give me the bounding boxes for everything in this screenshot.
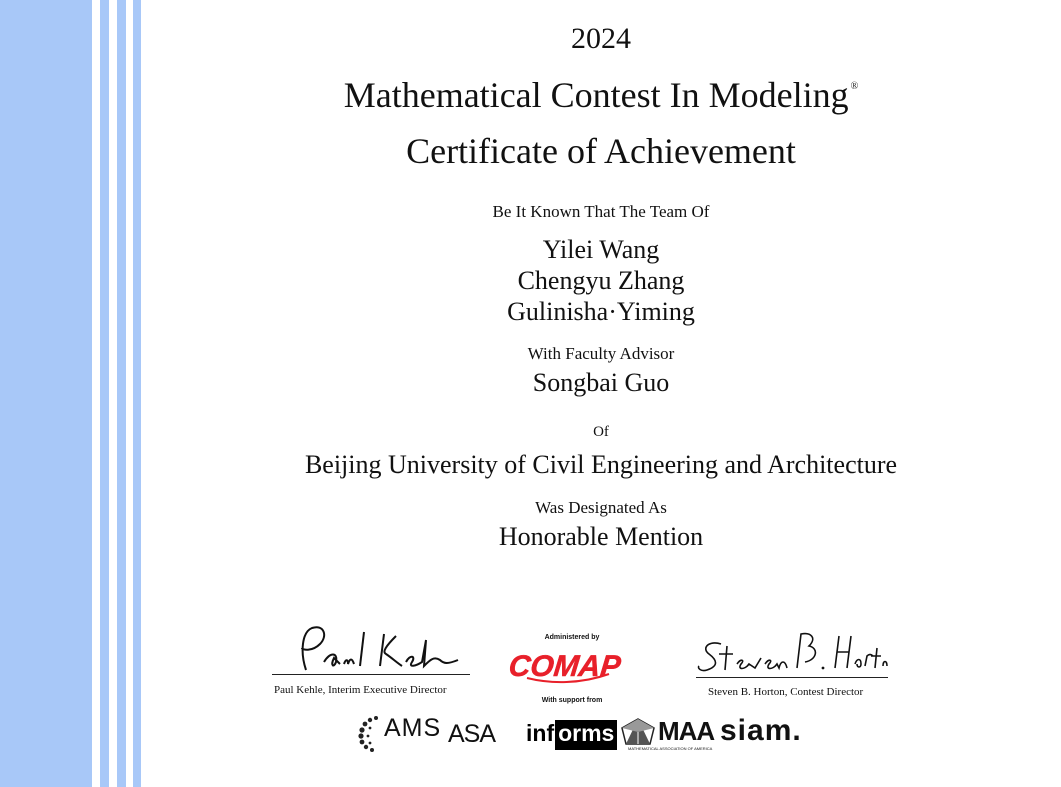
award-designation: Honorable Mention [498,522,704,551]
border-gap [92,0,100,787]
maa-logo-caption: MATHEMATICAL ASSOCIATION OF AMERICA [628,746,713,751]
border-gap [109,0,117,787]
border-gap [126,0,133,787]
right-signatory-caption: Steven B. Horton, Contest Director [708,686,864,698]
advisor-name: Songbai Guo [532,368,670,397]
left-border-band [0,0,92,787]
informs-logo-part: inf [526,720,555,750]
with-support-label: With support from [541,697,603,704]
ams-dots-icon [356,714,384,754]
registered-mark: ® [850,81,859,92]
left-signature-line [272,674,470,675]
border-stripe [133,0,141,787]
administered-by-label: Administered by [544,634,600,641]
informs-logo-part: orms [555,720,617,750]
certificate-subtitle: Certificate of Achievement [406,131,796,171]
of-label: Of [593,424,609,440]
sponsor-logos [356,708,816,756]
certificate-year: 2024 [571,22,631,55]
left-signature [272,622,472,678]
institution-name: Beijing University of Civil Engineering and Architecture [304,450,898,479]
comap-logo-text: COMAP [507,650,623,683]
right-signature [693,628,889,680]
comap-logo [507,644,623,686]
maa-logo: MAA [658,716,715,746]
advisor-label: With Faculty Advisor [527,344,675,363]
maa-polyhedron-icon [620,718,656,746]
siam-logo: siam. [720,714,802,747]
informs-logo [526,720,617,750]
designation-label: Was Designated As [535,498,667,517]
contest-title-text: Mathematical Contest In Modeling [343,75,849,115]
intro-line: Be It Known That The Team Of [492,202,710,221]
left-signatory-caption: Paul Kehle, Interim Executive Director [274,684,447,696]
contest-title [141,74,1061,116]
team-member: Gulinisha·Yiming [507,297,695,326]
asa-logo: ASA [448,720,496,748]
team-member: Chengyu Zhang [517,266,685,295]
ams-logo: AMS [384,714,442,742]
right-signature-line [696,677,888,678]
border-stripe [117,0,126,787]
border-stripe [100,0,109,787]
team-member: Yilei Wang [542,235,660,264]
